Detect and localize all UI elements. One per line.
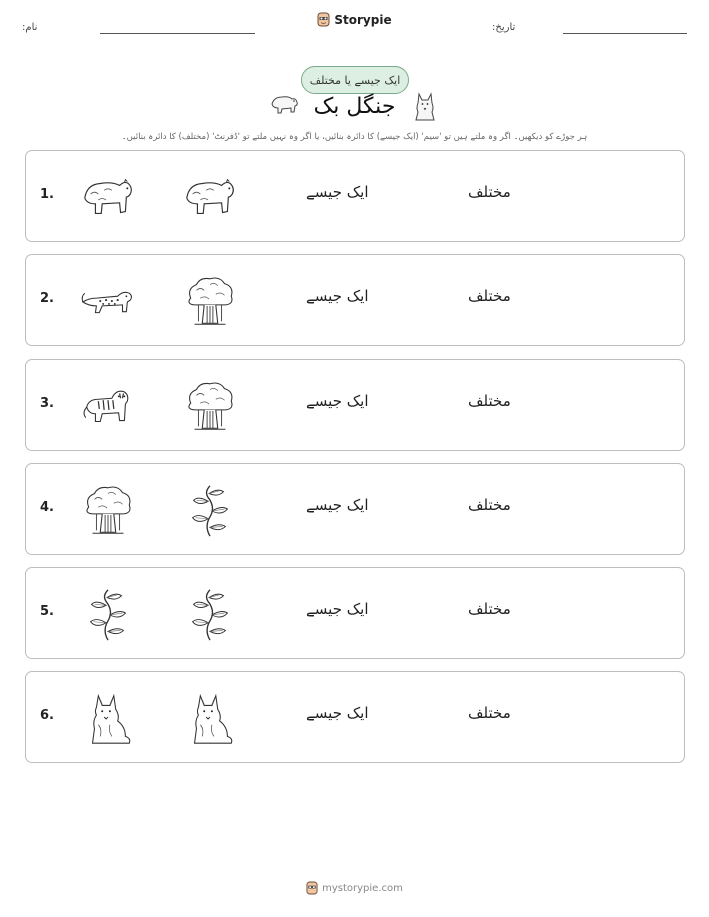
tiger-icon xyxy=(79,378,137,436)
pair-row xyxy=(25,359,685,451)
pair-row xyxy=(25,254,685,346)
pair-row xyxy=(25,671,685,763)
storypie-mascot-icon xyxy=(306,881,318,895)
footer xyxy=(0,880,709,899)
option-different[interactable]: مختلف xyxy=(468,183,511,201)
worksheet-tag: ایک جیسے یا مختلف xyxy=(301,66,409,94)
option-same[interactable]: ایک جیسے xyxy=(306,704,369,722)
wolf-icon xyxy=(79,690,137,748)
wolf-icon xyxy=(410,90,440,122)
brand-name: Storypie xyxy=(334,12,392,27)
pair-number: 2. xyxy=(40,291,54,306)
option-same[interactable]: ایک جیسے xyxy=(306,183,369,201)
pair-number: 1. xyxy=(40,187,54,202)
pair-row xyxy=(25,567,685,659)
date-line[interactable] xyxy=(563,33,687,34)
name-label: :نام xyxy=(22,22,38,33)
option-different[interactable]: مختلف xyxy=(468,392,511,410)
instructions: ہر جوڑے کو دیکھیں۔ اگر وہ ملتے ہیں تو 'سیم' (ایک جیسے) کا دائرہ بنائیں، یا اگر وہ نہیں ملتے تو 'ڈفرنٹ' (مختلف) کا دائرہ بنائیں۔ xyxy=(121,132,588,142)
pair-row xyxy=(25,463,685,555)
name-line[interactable] xyxy=(100,33,255,34)
pair-number: 4. xyxy=(40,500,54,515)
tree-icon xyxy=(181,273,239,331)
leopard-icon xyxy=(79,273,137,331)
option-same[interactable]: ایک جیسے xyxy=(306,392,369,410)
wolf-icon xyxy=(181,690,239,748)
option-different[interactable]: مختلف xyxy=(468,704,511,722)
pair-number: 3. xyxy=(40,396,54,411)
page-title: جنگل بک xyxy=(313,94,396,119)
option-different[interactable]: مختلف xyxy=(468,496,511,514)
pair-number: 5. xyxy=(40,604,54,619)
brand-logo xyxy=(0,12,709,31)
option-different[interactable]: مختلف xyxy=(468,287,511,305)
pair-row xyxy=(25,150,685,242)
footer-site: mystorypie.com xyxy=(322,882,403,894)
vine-icon xyxy=(181,482,239,540)
option-different[interactable]: مختلف xyxy=(468,600,511,618)
vine-icon xyxy=(181,586,239,644)
tree-icon xyxy=(181,378,239,436)
bear-icon xyxy=(79,169,137,227)
option-same[interactable]: ایک جیسے xyxy=(306,496,369,514)
option-same[interactable]: ایک جیسے xyxy=(306,287,369,305)
date-label: :تاریخ xyxy=(492,22,516,33)
storypie-mascot-icon xyxy=(317,12,330,27)
bear-icon xyxy=(181,169,239,227)
tree-icon xyxy=(79,482,137,540)
pair-number: 6. xyxy=(40,708,54,723)
option-same[interactable]: ایک جیسے xyxy=(306,600,369,618)
vine-icon xyxy=(79,586,137,644)
